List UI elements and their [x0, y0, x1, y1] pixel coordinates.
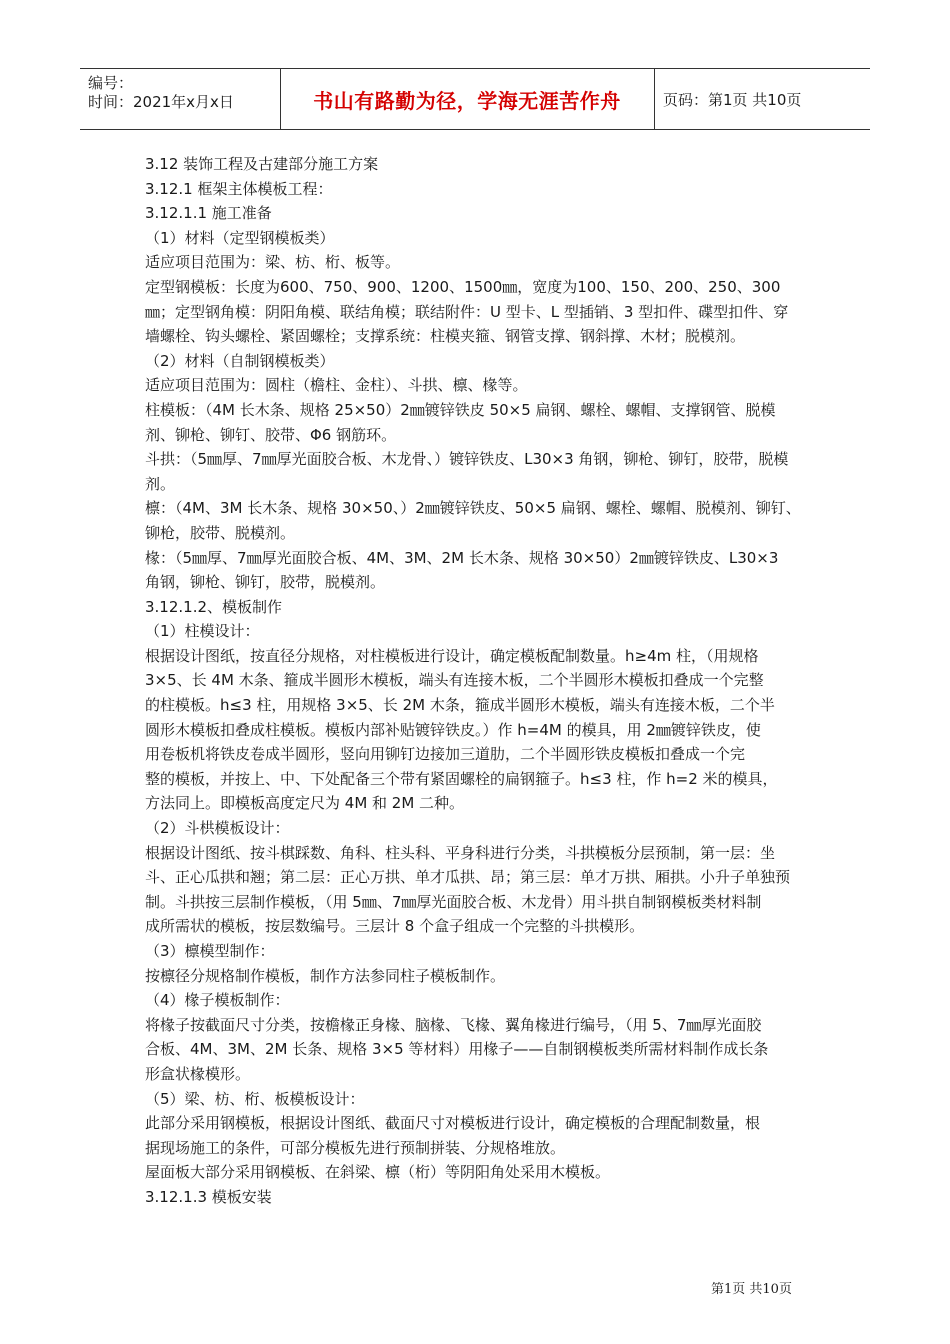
- body-line: （2）斗栱模板设计：: [145, 819, 290, 838]
- body-line: 角钢，铆枪、铆钉，胶带，脱模剂。: [145, 573, 386, 592]
- body-line: 墙螺栓、钩头螺栓、紧固螺栓；支撑系统：柱模夹箍、钢管支撑、钢斜撑、木材；脱模剂。: [145, 327, 746, 346]
- serial-label: 编号：: [88, 74, 134, 92]
- body-line: 3×5、长 4M 木条、箍成半圆形木模板，端头有连接木板，二个半圆形木模板扣叠成一个完整: [145, 671, 764, 690]
- body-line: 按檩径分规格制作模板，制作方法参同柱子模板制作。: [145, 966, 506, 985]
- body-line: 适应项目范围为：梁、枋、桁、板等。: [145, 253, 401, 272]
- body-line: 3.12.1 框架主体模板工程：: [145, 179, 333, 198]
- body-line: 剂、铆枪、铆钉、胶带、Φ6 钢筋环。: [145, 425, 397, 444]
- date-label: 时间：2021年x月x日: [88, 93, 234, 111]
- body-line: 3.12 装饰工程及古建部分施工方案: [145, 155, 379, 173]
- body-line: （2）材料（自制钢模板类）: [145, 351, 335, 370]
- body-line: （4）椽子模板制作：: [145, 991, 290, 1010]
- body-line: 根据设计图纸、按斗棋踩数、角科、柱头科、平身科进行分类，斗拱模板分层预制，第一层：坐: [145, 843, 776, 862]
- body-line: 据现场施工的条件，可部分模板先进行预制拼装、分规格堆放。: [145, 1138, 566, 1157]
- body-line: 檩：（4M、3M 长木条、规格 30×50、）2㎜镀锌铁皮、50×5 扁钢、螺栓、螺帽、脱模剂、铆钉、: [145, 499, 801, 518]
- body-line: 方法同上。即模板高度定尺为 4M 和 2M 二种。: [145, 794, 465, 813]
- body-line: 定型钢模板：长度为600、750、900、1200、1500㎜，宽度为100、150、200、250、300: [145, 277, 781, 296]
- motto-text: 书山有路勤为径，学海无涯苦作舟: [313, 88, 621, 113]
- page-header: [80, 68, 870, 130]
- body-line: 用卷板机将铁皮卷成半圆形，竖向用铆钉边接加三道肋，二个半圆形铁皮模板扣叠成一个完: [145, 745, 746, 764]
- header-motto-cell: [280, 69, 655, 129]
- body-line: 3.12.1.2、模板制作: [145, 597, 283, 616]
- header-left-cell: [80, 69, 281, 129]
- body-line: 斗、正心瓜拱和翘；第二层：正心万拱、单才瓜拱、昂；第三层：单才万拱、厢拱。小升子单独预: [145, 868, 791, 887]
- header-page-cell: [655, 69, 870, 129]
- body-line: 的柱模板。h≤3 柱，用规格 3×5、长 2M 木条，箍成半圆形木模板，端头有连接木板，二个半: [145, 696, 775, 715]
- body-line: 斗拱：（5㎜厚、7㎜厚光面胶合板、木龙骨、）镀锌铁皮、L30×3 角钢，铆枪、铆钉，胶带，脱模: [145, 450, 789, 469]
- body-line: （1）材料（定型钢模板类）: [145, 228, 335, 247]
- body-line: 适应项目范围为：圆柱（檐柱、金柱）、斗拱、檩、椽等。: [145, 376, 528, 395]
- body-line: 铆枪，胶带、脱模剂。: [145, 523, 296, 542]
- body-line: 制。斗拱按三层制作模板，（用 5㎜、7㎜厚光面胶合板、木龙骨）用斗拱自制钢模板类材料制: [145, 892, 762, 911]
- body-line: 剂。: [145, 474, 176, 493]
- body-line: 将椽子按截面尺寸分类，按檐椽正身椽、脑椽、飞椽、翼角椽进行编号，（用 5、7㎜厚光面胶: [145, 1015, 762, 1034]
- body-line: 合板、4M、3M、2M 长条、规格 3×5 等材料）用椽子——自制钢模板类所需材料制作成长条: [145, 1040, 769, 1059]
- body-line: 形盒状椽模形。: [145, 1064, 251, 1083]
- body-line: 椽：（5㎜厚、7㎜厚光面胶合板、4M、3M、2M 长木条、规格 30×50）2㎜镀锌铁皮、L30×3: [145, 548, 779, 567]
- body-line: （3）檩模型制作：: [145, 942, 275, 960]
- body-line: 此部分采用钢模板，根据设计图纸、截面尺寸对模板进行设计，确定模板的合理配制数量，根: [145, 1114, 761, 1133]
- page-footer: 第1页 共10页: [711, 1282, 792, 1297]
- body-line: 根据设计图纸，按直径分规格，对柱模板进行设计，确定模板配制数量。h≥4m 柱，（用规格: [145, 646, 759, 665]
- body-line: （1）柱模设计：: [145, 622, 260, 641]
- body-line: ㎜；定型钢角模：阴阳角模、联结角模；联结附件：U 型卡、L 型插销、3 型扣件、碟型扣件、穿: [145, 302, 789, 321]
- body-line: 3.12.1.1 施工准备: [145, 204, 272, 223]
- body-line: 成所需状的模板，按层数编号。三层计 8 个盒子组成一个完整的斗拱模形。: [145, 917, 645, 936]
- body-line: 整的模板，并按上、中、下处配备三个带有紧固螺栓的扁钢箍子。h≤3 柱，作 h=2 米的模具，: [145, 769, 778, 788]
- body-line: （5）梁、枋、桁、板模板设计：: [145, 1089, 365, 1108]
- body-line: 圆形木模板扣叠成柱模板。模板内部补贴镀锌铁皮。）作 h=4M 的模具，用 2㎜镀锌铁皮，使: [145, 720, 761, 739]
- body-line: 3.12.1.3 模板安装: [145, 1187, 272, 1206]
- body-line: 屋面板大部分采用钢模板、在斜梁、檩（桁）等阴阳角处采用木模板。: [145, 1163, 611, 1182]
- body-line: 柱模板：（4M 长木条、规格 25×50）2㎜镀锌铁皮 50×5 扁钢、螺栓、螺帽、支撑钢管、脱模: [145, 400, 776, 419]
- page-code: 页码：第1页 共10页: [663, 90, 802, 109]
- document-body: [145, 152, 805, 1210]
